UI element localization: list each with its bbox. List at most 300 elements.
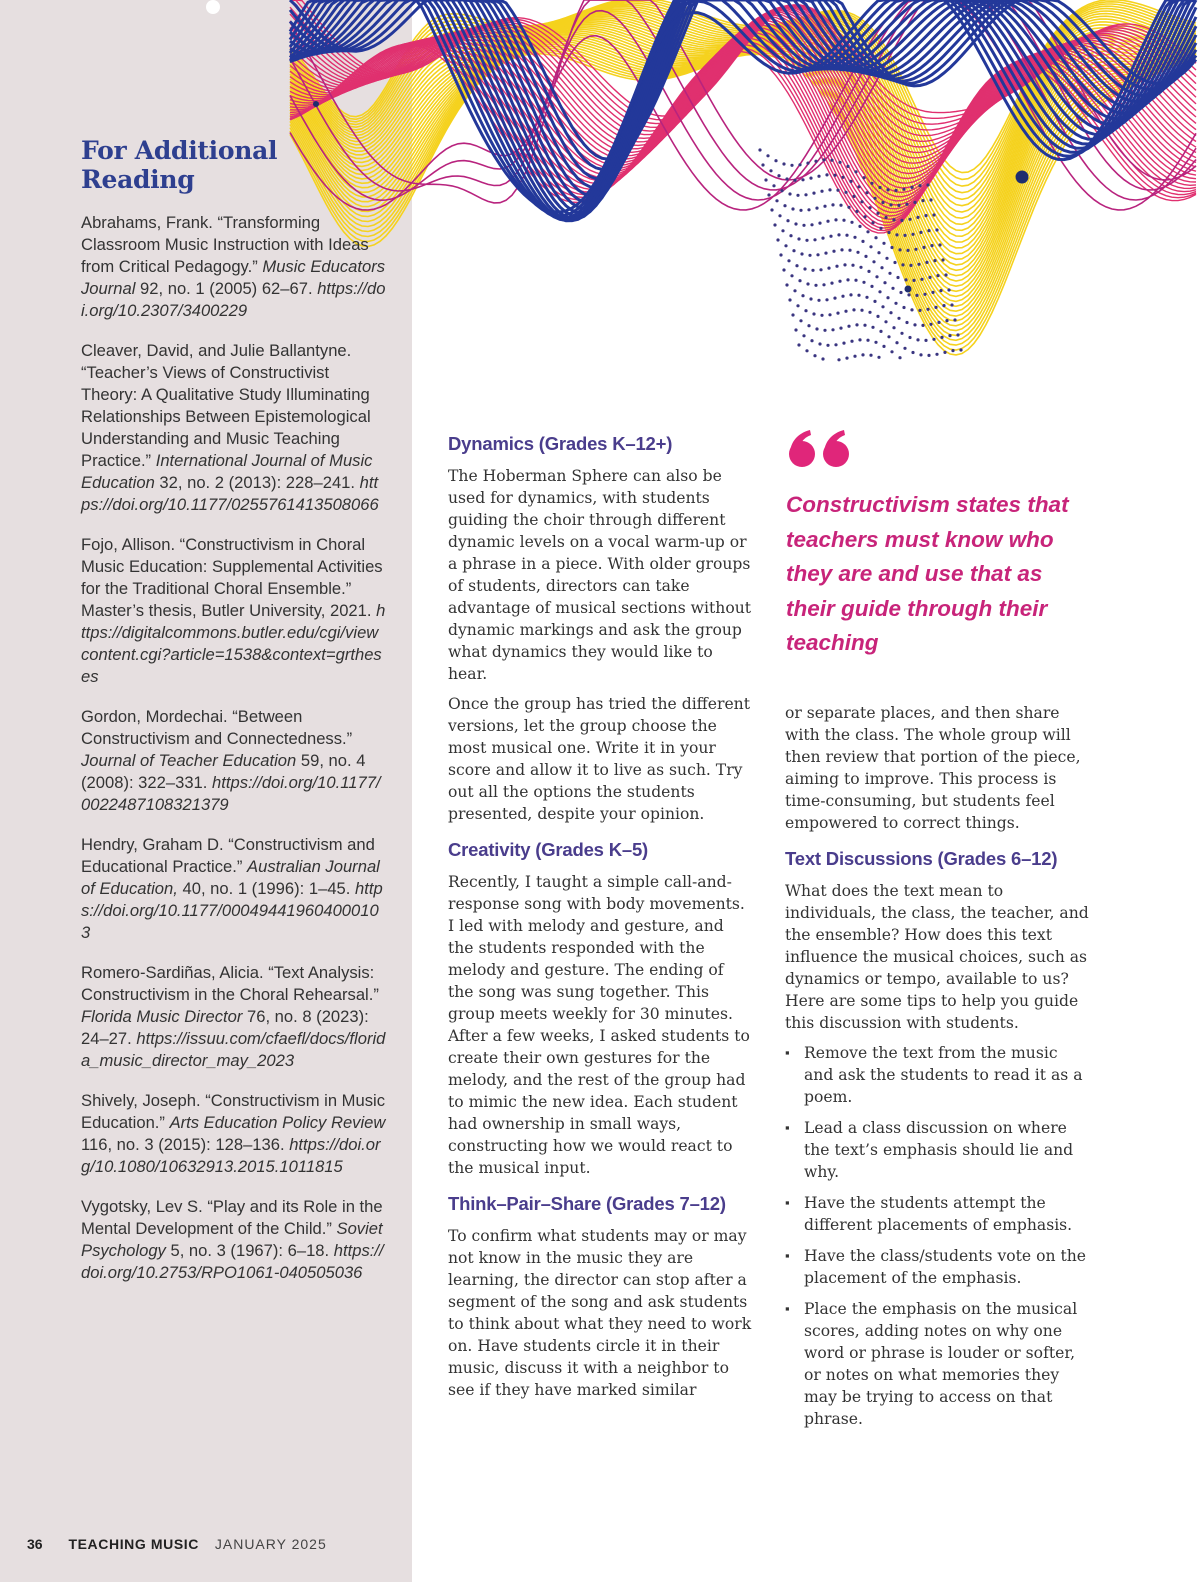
- halftone-dot: [827, 267, 830, 270]
- halftone-dot: [822, 158, 825, 161]
- list-item-text: Place the emphasis on the musical scores, adding notes on why one word or phrase is louder or softer, or notes on what memories they may be trying to access on that phrase.: [804, 1300, 1078, 1428]
- halftone-dot: [854, 170, 857, 173]
- halftone-dot: [927, 229, 930, 232]
- paragraph: or separate places, and then share with the class. The whole group will then review that portion of the piece, aiming to improve. This process is time-consuming, but students feel empowered to correct things.: [785, 704, 1081, 832]
- halftone-dot: [950, 303, 953, 306]
- reference-entry: [81, 834, 386, 944]
- halftone-dot: [764, 178, 767, 181]
- halftone-dot: [908, 218, 911, 221]
- halftone-dot: [836, 312, 839, 315]
- halftone-dot: [787, 259, 790, 262]
- reference-text: Abrahams, Frank. “Transforming Classroom Music Instruction with Ideas from Critical Pedagogy.”: [81, 213, 369, 276]
- reference-text: Hendry, Graham D. “Constructivism and Educational Practice.”: [81, 835, 375, 876]
- additional-reading-section: [81, 136, 386, 1302]
- accent-dot: [905, 286, 912, 293]
- halftone-dot: [830, 159, 833, 162]
- halftone-dot: [919, 231, 922, 234]
- halftone-dot: [840, 248, 843, 251]
- halftone-dot: [945, 319, 948, 322]
- halftone-dot: [921, 199, 924, 202]
- reference-entry: [81, 1196, 386, 1284]
- accent-dot: [564, 2, 576, 14]
- halftone-dot: [875, 275, 878, 278]
- halftone-dot: [823, 329, 826, 332]
- halftone-dot: [876, 212, 879, 215]
- halftone-dot: [855, 210, 858, 213]
- reference-journal: Australian Journal of Education,: [81, 857, 380, 898]
- halftone-dot: [860, 200, 863, 203]
- halftone-dot: [944, 273, 947, 276]
- page-number: 36: [27, 1536, 43, 1552]
- halftone-dot: [836, 189, 839, 192]
- halftone-dot: [951, 349, 954, 352]
- halftone-dot: [915, 294, 918, 297]
- halftone-dot: [929, 323, 932, 326]
- halftone-dot: [925, 261, 928, 264]
- halftone-dot: [804, 193, 807, 196]
- list-item: [785, 1192, 1090, 1236]
- halftone-dot: [940, 336, 943, 339]
- reference-text: Romero-Sardiñas, Alicia. “Text Analysis: Constructivism in the Choral Rehearsal.”: [81, 963, 379, 1004]
- magazine-name: TEACHING MUSIC: [68, 1536, 199, 1552]
- halftone-dot: [907, 293, 910, 296]
- halftone-dot: [805, 349, 808, 352]
- halftone-dot: [809, 177, 812, 180]
- halftone-dot: [905, 321, 908, 324]
- halftone-dot: [856, 251, 859, 254]
- reference-link[interactable]: https://doi.org/10.1080/10632913.2015.1011815: [81, 1135, 381, 1176]
- halftone-dot: [853, 355, 856, 358]
- halftone-dot: [868, 311, 871, 314]
- halftone-dot: [842, 342, 845, 345]
- halftone-dot: [941, 258, 944, 261]
- halftone-dot: [922, 246, 925, 249]
- halftone-dot: [841, 176, 844, 179]
- halftone-dot: [873, 300, 876, 303]
- halftone-dot: [791, 313, 794, 316]
- reference-journal: Soviet Psychology: [81, 1219, 383, 1260]
- halftone-dot: [857, 185, 860, 188]
- halftone-dot: [819, 268, 822, 271]
- halftone-dot: [814, 284, 817, 287]
- halftone-dot: [867, 270, 870, 273]
- halftone-dot: [887, 231, 890, 234]
- halftone-dot: [912, 279, 915, 282]
- halftone-dot: [866, 339, 869, 342]
- halftone-dot: [815, 327, 818, 330]
- halftone-dot: [887, 335, 890, 338]
- halftone-dot: [851, 264, 854, 267]
- halftone-dot: [821, 357, 824, 360]
- reference-entry: [81, 340, 386, 516]
- list-item-text: Remove the text from the music and ask the students to read it as a poem.: [804, 1044, 1083, 1106]
- halftone-dot: [767, 193, 770, 196]
- reference-link[interactable]: https://doi.org/10.2753/RPO1061-040505036: [81, 1241, 384, 1282]
- halftone-dot: [877, 251, 880, 254]
- halftone-dot: [877, 356, 880, 359]
- halftone-dot: [858, 225, 861, 228]
- halftone-dot: [796, 304, 799, 307]
- halftone-dot: [935, 228, 938, 231]
- halftone-dot: [868, 206, 871, 209]
- halftone-dot: [864, 255, 867, 258]
- reference-list: [81, 212, 386, 1284]
- halftone-dot: [895, 341, 898, 344]
- halftone-dot: [871, 326, 874, 329]
- halftone-dot: [812, 312, 815, 315]
- wave-line-yellow: [290, 46, 1196, 335]
- halftone-dot: [914, 248, 917, 251]
- list-item: [785, 1117, 1090, 1183]
- halftone-dot: [928, 276, 931, 279]
- halftone-dot: [826, 220, 829, 223]
- halftone-dot: [782, 268, 785, 271]
- reference-text: 116, no. 3 (2015): 128–136.: [81, 1135, 290, 1154]
- halftone-dot: [863, 324, 866, 327]
- halftone-dot: [889, 311, 892, 314]
- halftone-dot: [837, 358, 840, 361]
- halftone-dot: [777, 174, 780, 177]
- halftone-dot: [897, 204, 900, 207]
- section-heading-dynamics: Dynamics (Grades K–12+): [448, 433, 673, 454]
- halftone-dot: [830, 282, 833, 285]
- bullet-icon: ▪: [785, 1248, 790, 1263]
- halftone-dot: [903, 347, 906, 350]
- halftone-dot: [778, 214, 781, 217]
- halftone-dot: [894, 302, 897, 305]
- halftone-dot: [902, 188, 905, 191]
- halftone-dot: [926, 183, 929, 186]
- reference-journal: Florida Music Director: [81, 1007, 243, 1026]
- sidebar-title: For Additional Reading: [81, 136, 278, 194]
- reference-text: 40, no. 1 (1996): 1–45.: [177, 879, 356, 898]
- halftone-dot: [796, 194, 799, 197]
- halftone-dot: [834, 343, 837, 346]
- halftone-dot: [885, 257, 888, 260]
- halftone-dot: [854, 279, 857, 282]
- halftone-dot: [886, 188, 889, 191]
- section-heading-creativity: Creativity (Grades K–5): [448, 839, 649, 860]
- wave-line-yellow: [290, 54, 1196, 355]
- halftone-dot: [822, 283, 825, 286]
- halftone-dot: [850, 340, 853, 343]
- reference-link[interactable]: https://doi.org/10.2307/3400229: [81, 279, 386, 320]
- halftone-dot: [916, 338, 919, 341]
- halftone-dot: [775, 199, 778, 202]
- halftone-dot: [841, 295, 844, 298]
- halftone-dot: [862, 281, 865, 284]
- halftone-dot: [807, 208, 810, 211]
- halftone-dot: [918, 184, 921, 187]
- reference-entry: [81, 962, 386, 1072]
- halftone-dot: [890, 350, 893, 353]
- halftone-dot: [933, 259, 936, 262]
- halftone-dot: [878, 290, 881, 293]
- halftone-dot: [769, 169, 772, 172]
- list-item: [785, 1042, 1090, 1108]
- list-item: [785, 1298, 1090, 1430]
- halftone-dot: [842, 219, 845, 222]
- halftone-dot: [758, 148, 761, 151]
- halftone-dot: [935, 353, 938, 356]
- halftone-dot: [782, 162, 785, 165]
- halftone-dot: [959, 348, 962, 351]
- halftone-dot: [882, 345, 885, 348]
- halftone-dot: [799, 319, 802, 322]
- halftone-dot: [884, 216, 887, 219]
- halftone-dot: [818, 222, 821, 225]
- halftone-dot: [869, 245, 872, 248]
- halftone-dot: [898, 248, 901, 251]
- page-footer: [27, 1536, 327, 1552]
- halftone-dot: [879, 330, 882, 333]
- halftone-dot: [785, 283, 788, 286]
- list-item-text: Have the class/students vote on the placement of the emphasis.: [804, 1247, 1087, 1287]
- reference-text: Shively, Joseph. “Constructivism in Music Education.”: [81, 1091, 386, 1132]
- halftone-dot: [901, 263, 904, 266]
- halftone-dot: [776, 238, 779, 241]
- reference-link[interactable]: https://issuu.com/cfaefl/docs/florida_music_director_may_2023: [81, 1029, 386, 1070]
- reference-link[interactable]: https://doi.org/10.1177/0022487108321379: [81, 773, 381, 814]
- halftone-dot: [861, 353, 864, 356]
- halftone-dot: [825, 173, 828, 176]
- halftone-dot: [858, 338, 861, 341]
- halftone-dot: [899, 291, 902, 294]
- reference-entry: [81, 1090, 386, 1178]
- pull-quote-text: Constructivism states that teachers must know who they are and use that as their guide through their teaching: [786, 492, 1069, 655]
- halftone-dot: [853, 236, 856, 239]
- halftone-dot: [772, 184, 775, 187]
- halftone-dot: [821, 237, 824, 240]
- halftone-dot: [801, 294, 804, 297]
- halftone-dot: [906, 249, 909, 252]
- halftone-dot: [892, 218, 895, 221]
- halftone-dot: [789, 234, 792, 237]
- halftone-dot: [834, 218, 837, 221]
- halftone-dot: [898, 356, 901, 359]
- halftone-dot: [810, 339, 813, 342]
- halftone-dot: [849, 180, 852, 183]
- bullet-icon: ▪: [785, 1301, 790, 1316]
- halftone-dot: [806, 162, 809, 165]
- halftone-dot: [835, 265, 838, 268]
- reference-text: Vygotsky, Lev S. “Play and its Role in the Mental Development of the Child.”: [81, 1197, 383, 1238]
- halftone-dot: [820, 314, 823, 317]
- halftone-dot: [894, 189, 897, 192]
- halftone-dot: [790, 164, 793, 167]
- halftone-dot: [900, 219, 903, 222]
- paragraph: To confirm what students may or may not know in the music they are learning, the director can stop after a segment of the song and ask students to think about what they need to work on. Have students circle it in their music, discuss it with a neighbor to see if they have marked similar: [448, 1227, 752, 1399]
- halftone-dot: [849, 293, 852, 296]
- reference-text: 5, no. 3 (1967): 6–18.: [165, 1241, 334, 1260]
- article-column-1: [448, 433, 753, 1409]
- halftone-dot: [861, 240, 864, 243]
- halftone-dot: [804, 309, 807, 312]
- halftone-dot: [900, 332, 903, 335]
- halftone-dot: [847, 325, 850, 328]
- reference-journal: Journal of Teacher Education: [81, 751, 297, 770]
- halftone-dot: [833, 297, 836, 300]
- halftone-dot: [857, 294, 860, 297]
- section-heading-text-discussions: Text Discussions (Grades 6–12): [785, 848, 1058, 869]
- halftone-dot: [790, 274, 793, 277]
- halftone-dot: [761, 163, 764, 166]
- reference-text: 76, no. 8 (2023): 24–27.: [81, 1007, 369, 1048]
- halftone-dot: [926, 308, 929, 311]
- halftone-dot: [924, 339, 927, 342]
- halftone-dot: [927, 354, 930, 357]
- halftone-dot: [809, 297, 812, 300]
- halftone-dot: [942, 304, 945, 307]
- halftone-dot: [921, 324, 924, 327]
- halftone-dot: [797, 237, 800, 240]
- pull-quote: [786, 430, 1091, 661]
- halftone-dot: [774, 159, 777, 162]
- halftone-dot: [874, 236, 877, 239]
- bullet-icon: ▪: [785, 1195, 790, 1210]
- reference-link[interactable]: https://doi.org/10.1177/0255761413508066: [81, 473, 379, 514]
- halftone-dot: [896, 276, 899, 279]
- halftone-dot: [908, 336, 911, 339]
- halftone-dot: [801, 178, 804, 181]
- halftone-dot: [923, 293, 926, 296]
- halftone-dot: [844, 191, 847, 194]
- halftone-dot: [802, 224, 805, 227]
- halftone-dot: [770, 208, 773, 211]
- paragraph: Recently, I taught a simple call-and-response song with body movements. I led with melody and gesture, and the students responded with the melody and gesture. The ending of the song was sung together. This group meets weekly for 30 minutes. After a few weeks, I asked students to create their own gestures for the melody, and the rest of the group had to mimic the new idea. Each student had ownership in small ways, constructing how we would react to the musical input.: [448, 873, 750, 1177]
- halftone-dot: [812, 192, 815, 195]
- halftone-dot: [855, 323, 858, 326]
- halftone-dot: [815, 207, 818, 210]
- reference-link[interactable]: https://doi.org/10.1177/000494419604000103: [81, 879, 383, 942]
- halftone-dot: [846, 278, 849, 281]
- halftone-dot: [881, 305, 884, 308]
- halftone-dot: [917, 263, 920, 266]
- halftone-dot: [911, 351, 914, 354]
- halftone-dot: [793, 289, 796, 292]
- reference-link[interactable]: https://digitalcommons.butler.edu/cgi/viewcontent.cgi?article=1538&context=grtheses: [81, 601, 386, 686]
- halftone-dot: [843, 263, 846, 266]
- list-item: [785, 1245, 1090, 1289]
- reference-text: 92, no. 1 (2005) 62–67.: [135, 279, 318, 298]
- halftone-dot: [793, 179, 796, 182]
- halftone-dot: [862, 176, 865, 179]
- halftone-dot: [870, 285, 873, 288]
- accent-dot: [1016, 171, 1029, 184]
- halftone-dot: [829, 235, 832, 238]
- halftone-dot: [918, 309, 921, 312]
- bullet-icon: ▪: [785, 1045, 790, 1060]
- halftone-dot: [920, 278, 923, 281]
- halftone-dot: [938, 243, 941, 246]
- halftone-dot: [878, 186, 881, 189]
- halftone-dot: [786, 219, 789, 222]
- halftone-dot: [833, 174, 836, 177]
- halftone-dot: [852, 195, 855, 198]
- halftone-dot: [839, 327, 842, 330]
- section-heading-think-pair-share: Think–Pair–Share (Grades 7–12): [448, 1193, 726, 1214]
- paragraph: What does the text mean to individuals, the class, the teacher, and the ensemble? How does this text influence the musical choices, such as dynamics or tempo, available to us? Here are some tips to help you guide this discussion with students.: [785, 882, 1089, 1032]
- halftone-dot: [773, 223, 776, 226]
- halftone-dot: [823, 205, 826, 208]
- halftone-dot: [785, 177, 788, 180]
- halftone-dot: [780, 189, 783, 192]
- halftone-dot: [913, 201, 916, 204]
- halftone-dot: [872, 260, 875, 263]
- reference-journal: International Journal of Music Education: [81, 451, 373, 492]
- halftone-dot: [929, 198, 932, 201]
- halftone-dot: [844, 310, 847, 313]
- halftone-dot: [892, 326, 895, 329]
- halftone-dot: [910, 308, 913, 311]
- halftone-dot: [795, 264, 798, 267]
- halftone-dot: [953, 318, 956, 321]
- halftone-dot: [948, 334, 951, 337]
- halftone-dot: [800, 252, 803, 255]
- halftone-dot: [876, 315, 879, 318]
- halftone-dot: [784, 244, 787, 247]
- halftone-dot: [802, 334, 805, 337]
- halftone-dot: [893, 261, 896, 264]
- halftone-dot: [791, 207, 794, 210]
- halftone-dot: [826, 344, 829, 347]
- halftone-dot: [820, 190, 823, 193]
- halftone-dot: [879, 227, 882, 230]
- halftone-dot: [838, 280, 841, 283]
- halftone-dot: [910, 186, 913, 189]
- halftone-dot: [934, 306, 937, 309]
- accent-dot: [206, 0, 220, 14]
- halftone-dot: [798, 163, 801, 166]
- halftone-dot: [839, 204, 842, 207]
- halftone-dot: [939, 289, 942, 292]
- halftone-dot: [881, 201, 884, 204]
- halftone-dot: [838, 161, 841, 164]
- halftone-dot: [825, 298, 828, 301]
- halftone-dot: [792, 249, 795, 252]
- article-column-2: [785, 702, 1090, 1439]
- halftone-dot: [811, 269, 814, 272]
- halftone-dot: [870, 182, 873, 185]
- halftone-dot: [794, 328, 797, 331]
- halftone-dot: [837, 233, 840, 236]
- halftone-dot: [831, 328, 834, 331]
- halftone-dot: [807, 324, 810, 327]
- halftone-dot: [903, 234, 906, 237]
- halftone-dot: [798, 279, 801, 282]
- halftone-dot: [882, 242, 885, 245]
- reference-text: Gordon, Mordechai. “Between Constructivism and Connectedness.”: [81, 707, 353, 748]
- halftone-dot: [911, 233, 914, 236]
- halftone-dot: [937, 321, 940, 324]
- reference-entry: [81, 212, 386, 322]
- halftone-dot: [799, 209, 802, 212]
- halftone-dot: [897, 317, 900, 320]
- halftone-dot: [916, 216, 919, 219]
- halftone-dot: [930, 244, 933, 247]
- halftone-dot: [895, 233, 898, 236]
- halftone-dot: [884, 320, 887, 323]
- reference-entry: [81, 706, 386, 816]
- list-item-text: Have the students attempt the different placements of emphasis.: [804, 1194, 1073, 1234]
- halftone-dot: [909, 264, 912, 267]
- halftone-dot: [816, 253, 819, 256]
- halftone-dot: [828, 188, 831, 191]
- quote-mark-icon: [786, 430, 854, 470]
- halftone-dot: [832, 250, 835, 253]
- halftone-dot: [873, 197, 876, 200]
- halftone-dot: [936, 274, 939, 277]
